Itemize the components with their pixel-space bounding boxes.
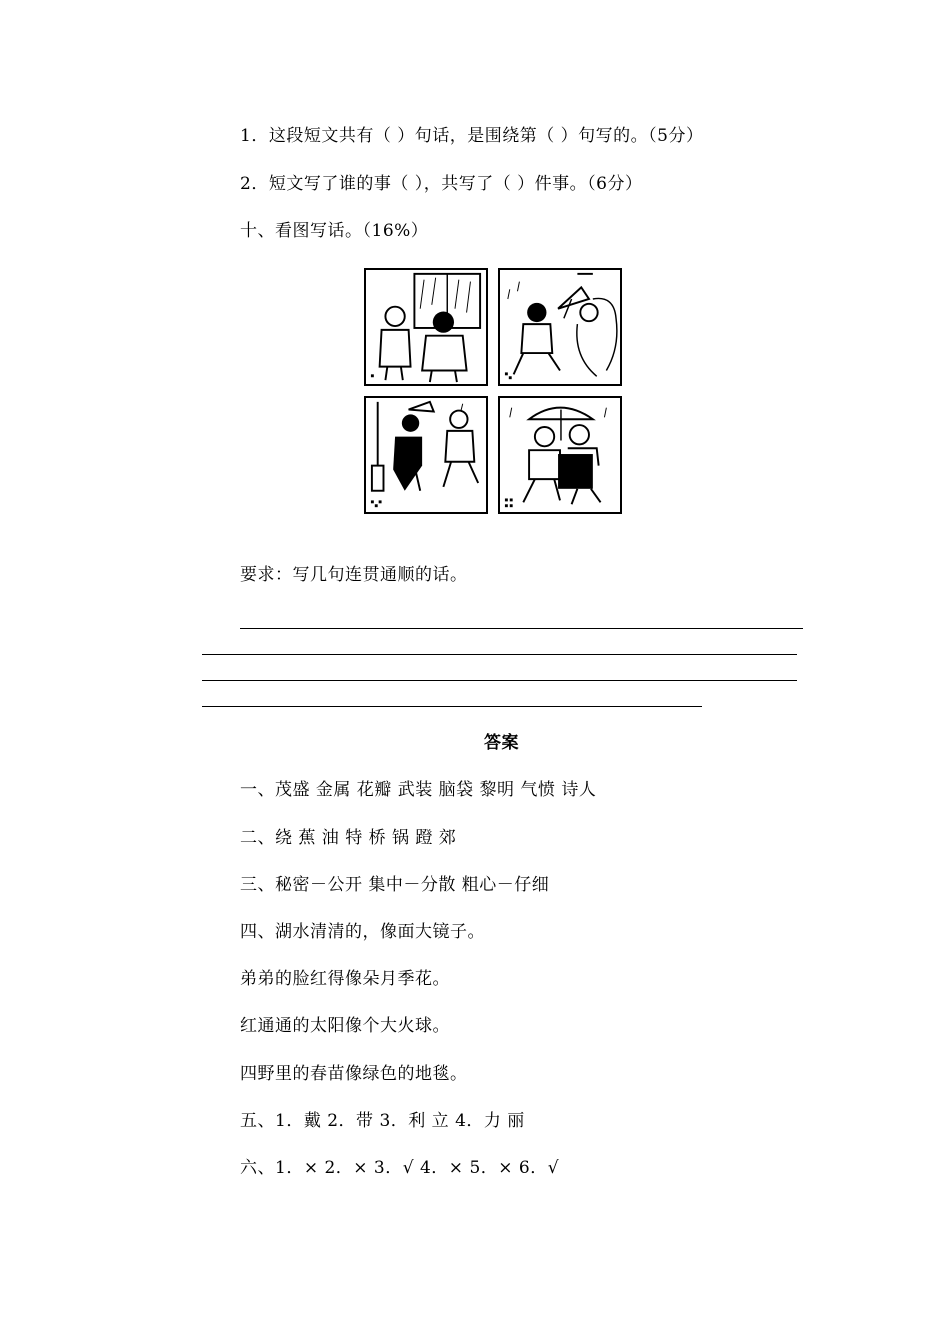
section-10-heading: 十、看图写话。（16%） <box>240 221 429 241</box>
answer-2: 二、绕 蕉 油 特 桥 锅 蹬 郊 <box>240 828 457 848</box>
answer-4-line-4: 四野里的春苗像绿色的地毯。 <box>240 1064 468 1084</box>
writing-line-4[interactable] <box>202 706 702 707</box>
panel-3 <box>364 396 488 514</box>
panel-4 <box>498 396 622 514</box>
answer-6: 六、1．× 2．× 3．√ 4．× 5．× 6．√ <box>240 1158 560 1178</box>
answer-4: 四、湖水清清的，像面大镜子。 <box>240 922 485 942</box>
answer-3: 三、秘密－公开 集中－分散 粗心－仔细 <box>240 875 550 895</box>
picture-story-illustration <box>364 268 640 514</box>
writing-line-2[interactable] <box>202 654 797 655</box>
question-1: 1．这段短文共有（ ）句话，是围绕第（ ）句写的。（5分） <box>240 126 704 146</box>
answer-1: 一、茂盛 金属 花瓣 武装 脑袋 黎明 气愤 诗人 <box>240 780 597 800</box>
panel-2 <box>498 268 622 386</box>
panel-1 <box>364 268 488 386</box>
answers-title: 答案 <box>484 733 519 753</box>
writing-line-1[interactable] <box>240 628 803 629</box>
answer-5: 五、1．戴 2．带 3．利 立 4．力 丽 <box>240 1111 525 1131</box>
question-2: 2．短文写了谁的事（ ），共写了（ ）件事。（6分） <box>240 174 643 194</box>
answer-4-line-3: 红通通的太阳像个大火球。 <box>240 1016 450 1036</box>
writing-line-3[interactable] <box>202 680 797 681</box>
answer-4-line-2: 弟弟的脸红得像朵月季花。 <box>240 969 450 989</box>
writing-requirement: 要求：写几句连贯通顺的话。 <box>240 565 468 585</box>
